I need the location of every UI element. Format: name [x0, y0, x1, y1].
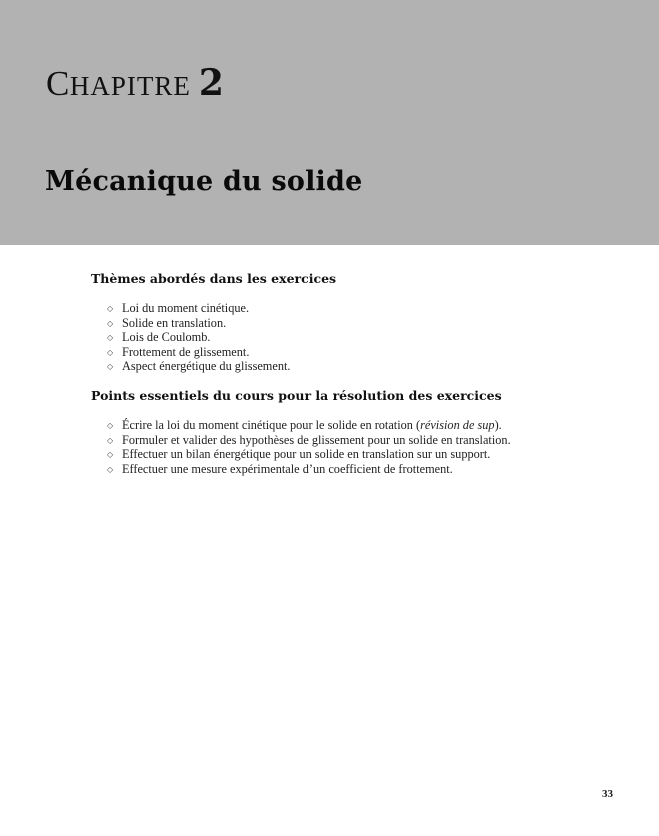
- themes-list: [107, 301, 290, 374]
- diamond-bullet-icon: ◇: [107, 304, 114, 313]
- diamond-bullet-icon: ◇: [107, 435, 114, 445]
- list-item: ◇ Écrire la loi du moment cinétique pour le solide en rotation (révision de sup).: [107, 418, 502, 432]
- italic-note: révision de sup: [420, 418, 495, 432]
- list-item: ◇ Formuler et valider des hypothèses de glissement pour un solide en translation.: [107, 432, 511, 447]
- page-number: 33: [602, 788, 613, 800]
- diamond-bullet-icon: ◇: [107, 347, 114, 357]
- list-item: ◇ Aspect énergétique du glissement.: [107, 359, 291, 374]
- list-item: ◇ Effectuer un bilan énergétique pour un solide en translation sur un support.: [107, 447, 491, 462]
- diamond-bullet-icon: ◇: [107, 421, 114, 430]
- section-heading-themes: Thèmes abordés dans les exercices: [91, 271, 337, 286]
- chapter-label: [46, 62, 224, 104]
- chapter-label-rest: HAPITRE: [69, 71, 191, 101]
- chapter-number: 2: [198, 62, 224, 104]
- diamond-bullet-icon: ◇: [107, 362, 114, 372]
- chapter-header-band: [0, 0, 659, 245]
- diamond-bullet-icon: ◇: [107, 318, 114, 328]
- chapter-title: Mécanique du solide: [45, 166, 363, 197]
- diamond-bullet-icon: ◇: [107, 450, 114, 460]
- diamond-bullet-icon: ◇: [107, 464, 114, 474]
- diamond-bullet-icon: ◇: [107, 333, 114, 343]
- list-item: ◇ Effectuer une mesure expérimentale d’un coefficient de frottement.: [107, 461, 453, 476]
- points-list: [107, 418, 511, 476]
- list-item: ◇ Lois de Coulomb.: [107, 330, 211, 345]
- list-item: ◇ Solide en translation.: [107, 315, 227, 330]
- list-item: ◇ Frottement de glissement.: [107, 344, 250, 359]
- chapter-label-initial: C: [46, 64, 70, 103]
- list-item: ◇ Loi du moment cinétique.: [107, 301, 250, 315]
- section-heading-points-essentiels: Points essentiels du cours pour la résolution des exercices: [91, 388, 502, 403]
